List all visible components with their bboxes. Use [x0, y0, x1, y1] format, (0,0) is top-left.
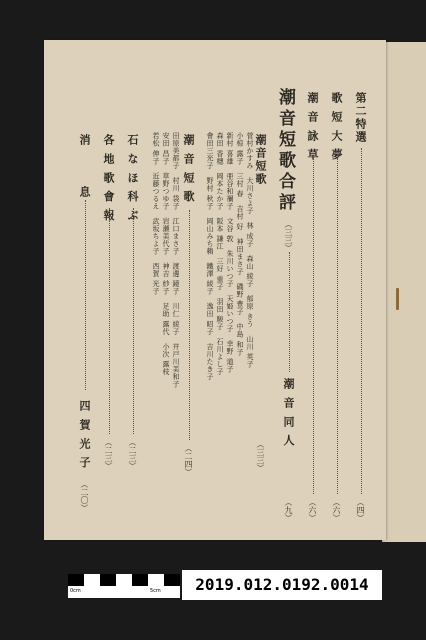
leader-dots	[313, 158, 314, 494]
toc-entry-sec2: 第二特選	[354, 92, 367, 144]
toc-entry-shinka: 歌 短 大 夢	[330, 92, 343, 162]
contributor-list: 新村 喜雄 亜谷和禰子 文谷 敦 朱川いつ子 天姫いつ子 幸野 道子	[226, 132, 234, 373]
toc-page-sosho: （六）	[308, 498, 317, 522]
toc-page-shitsugi: （三三）	[256, 440, 265, 472]
toc-page-shosoku: （二〇）	[80, 480, 89, 512]
table-of-contents-page	[44, 40, 386, 540]
toc-page-ishi: （二三）	[128, 438, 137, 470]
leader-dots	[189, 210, 190, 440]
toc-page-shinka: （六）	[332, 498, 341, 522]
leader-dots	[109, 208, 110, 434]
leader-dots	[289, 252, 290, 372]
leader-dots	[361, 148, 362, 494]
toc-author: 潮 音 同 人	[282, 378, 295, 448]
toc-entry-title: 潮音短歌合評	[275, 88, 295, 214]
leader-dots	[85, 200, 86, 390]
leader-dots	[133, 208, 134, 434]
contributor-list: 森田 香穗 岡本たか子 阪本 謙江 三好 重子 羽田 駿子 石川よし子	[216, 132, 224, 376]
toc-entry-ishi: 石 な ほ 科 ぶ	[126, 134, 139, 223]
toc-page-tanka: （二四）	[184, 444, 193, 476]
catalog-number: 2019.012.0192.0014	[182, 570, 382, 600]
toc-page-sec2: （四）	[356, 498, 365, 522]
toc-entry-sosho: 潮 音 詠 草	[306, 92, 319, 162]
scale-label-end: 5cm	[150, 588, 161, 594]
toc-entry-kakuchi: 各 地 歌 會 報	[102, 134, 115, 223]
contributor-list: 會田三光子 野村 秋子 岡山みち賴 鐵澤 綾子 逸田 昭子 吉川たき子	[206, 132, 214, 381]
adjacent-page	[382, 42, 426, 542]
toc-entry-shitsugi: 潮音短歌	[254, 134, 267, 186]
contributor-list: 菅村かすみ 大川さよ子 林 成子 森山 綾子 郁原 きう 山川 英子	[246, 132, 254, 368]
contributor-list: 若松 伸子 近藤つるえ 武坂ちよ子 西賀 光子	[152, 132, 160, 295]
toc-page-kakuchi: （二三）	[104, 438, 113, 470]
toc-shosoku-author: 四 賀 光 子	[78, 400, 91, 470]
contributor-list: 安田 昌子 草野つゆ子 岩瀬美代子 神吉 紗子 足助 露代 小次 露枝	[162, 132, 170, 376]
staple-bottom	[396, 288, 399, 310]
leader-dots	[337, 158, 338, 494]
toc-page-author: （九）	[284, 498, 293, 522]
toc-entry-shosoku: 消 息	[78, 134, 91, 199]
toc-title-number: （三三）	[284, 220, 293, 252]
color-scale-bar	[68, 574, 180, 598]
scale-label-start: 0cm	[70, 588, 81, 594]
toc-entry-tanka: 潮 音 短 歌	[182, 134, 195, 204]
contributor-list: 田原美都子 村川 袋子 江口まさ子 渡邊 鏡子 川仁 綾子 井戸川美和子	[172, 132, 180, 388]
contributor-list: 小椋 露子 三村 春 吉村 好 神田まさ子 磯野 豊子 中島 和子	[236, 132, 244, 356]
